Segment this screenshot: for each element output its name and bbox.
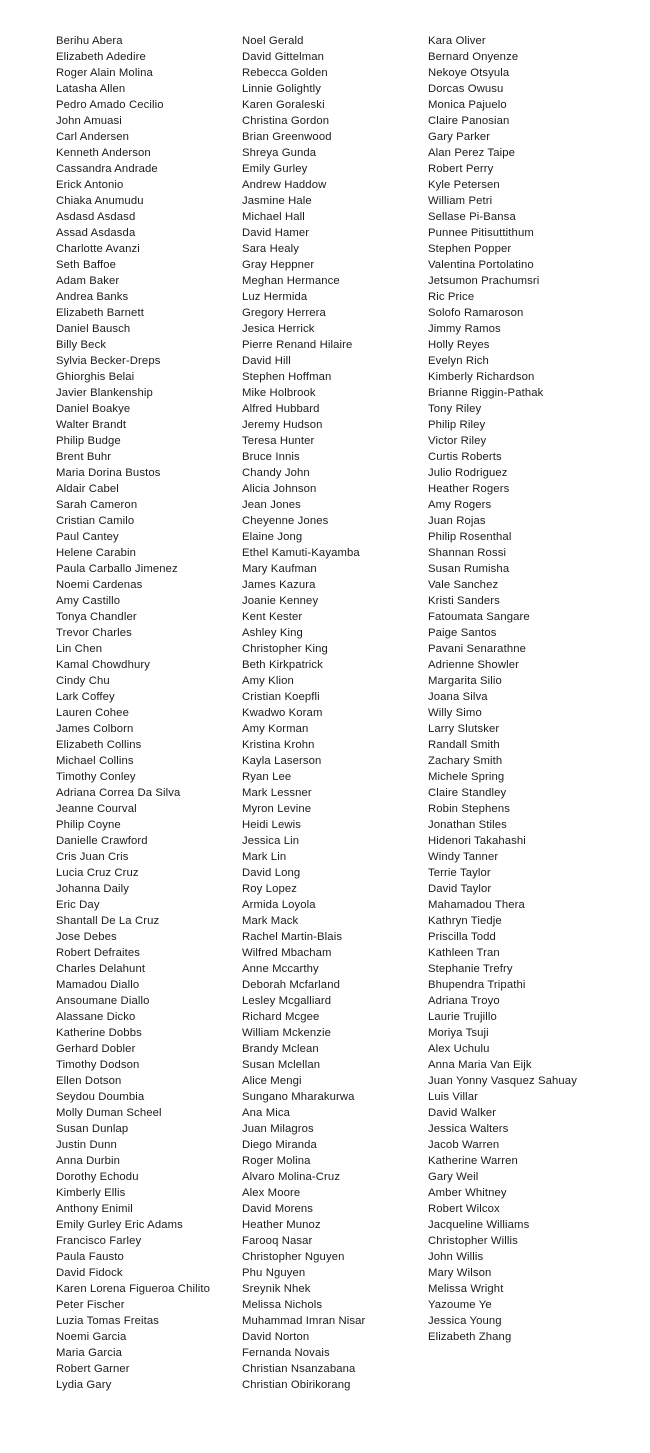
list-item: Bernard Onyenze: [428, 51, 519, 63]
list-item: Valentina Portolatino: [428, 259, 534, 271]
list-item: Mark Lessner: [242, 787, 312, 799]
list-item: Muhammad Imran Nisar: [242, 1315, 366, 1327]
list-item: Elizabeth Collins: [56, 739, 142, 751]
list-item: David Norton: [242, 1331, 310, 1343]
list-item: Julio Rodriguez: [428, 467, 508, 479]
list-item: Christopher Nguyen: [242, 1251, 345, 1263]
list-item: Walter Brandt: [56, 419, 127, 431]
list-item: Jimmy Ramos: [428, 323, 501, 335]
list-item: Wilfred Mbacham: [242, 947, 332, 959]
list-item: James Kazura: [242, 579, 316, 591]
list-item: Adrienne Showler: [428, 659, 519, 671]
list-item: William Mckenzie: [242, 1027, 332, 1039]
list-item: Ric Price: [428, 291, 475, 303]
list-item: Emily Gurley Eric Adams: [56, 1219, 183, 1231]
list-item: Brent Buhr: [56, 451, 112, 463]
list-item: Susan Mclellan: [242, 1059, 321, 1071]
list-item: Curtis Roberts: [428, 451, 502, 463]
list-item: Johanna Daily: [56, 883, 130, 895]
list-item: Tony Riley: [428, 403, 482, 415]
list-item: Cristian Camilo: [56, 515, 135, 527]
list-item: Lydia Gary: [56, 1379, 112, 1391]
list-item: Sreynik Nhek: [242, 1283, 311, 1295]
list-item: Dorothy Echodu: [56, 1171, 139, 1183]
list-item: Richard Mcgee: [242, 1011, 320, 1023]
list-item: Jeremy Hudson: [242, 419, 323, 431]
list-item: Jetsumon Prachumsri: [428, 275, 540, 287]
list-item: Daniel Bausch: [56, 323, 131, 335]
list-item: Chiaka Anumudu: [56, 195, 144, 207]
list-item: Deborah Mcfarland: [242, 979, 340, 991]
list-item: Ellen Dotson: [56, 1075, 122, 1087]
list-item: Ryan Lee: [242, 771, 292, 783]
list-item: Fatoumata Sangare: [428, 611, 530, 623]
list-item: Alice Mengi: [242, 1075, 302, 1087]
list-item: Rachel Martin-Blais: [242, 931, 343, 943]
list-item: Heidi Lewis: [242, 819, 302, 831]
list-item: Shantall De La Cruz: [56, 915, 160, 927]
list-item: Cris Juan Cris: [56, 851, 129, 863]
list-item: Cheyenne Jones: [242, 515, 329, 527]
list-item: Stephanie Trefry: [428, 963, 513, 975]
list-item: Sarah Cameron: [56, 499, 138, 511]
list-item: Kimberly Ellis: [56, 1187, 126, 1199]
list-item: Kristina Krohn: [242, 739, 315, 751]
list-item: Kathryn Tiedje: [428, 915, 502, 927]
list-item: Mamadou Diallo: [56, 979, 140, 991]
list-item: Andrea Banks: [56, 291, 129, 303]
list-item: Amy Korman: [242, 723, 309, 735]
list-item: Timothy Dodson: [56, 1059, 140, 1071]
list-item: Priscilla Todd: [428, 931, 496, 943]
list-item: Christina Gordon: [242, 115, 330, 127]
list-item: Jasmine Hale: [242, 195, 312, 207]
list-item: Hidenori Takahashi: [428, 835, 526, 847]
list-item: Adriana Troyo: [428, 995, 500, 1007]
list-item: Shreya Gunda: [242, 147, 317, 159]
list-item: Melissa Nichols: [242, 1299, 323, 1311]
list-item: Robert Perry: [428, 163, 494, 175]
list-item: Brandy Mclean: [242, 1043, 319, 1055]
list-item: Juan Milagros: [242, 1123, 314, 1135]
name-list-1: [56, 33, 242, 1393]
list-item: Peter Fischer: [56, 1299, 125, 1311]
list-item: Seth Baffoe: [56, 259, 117, 271]
list-item: Philip Riley: [428, 419, 486, 431]
list-item: Fernanda Novais: [242, 1347, 330, 1359]
list-item: Jean Jones: [242, 499, 301, 511]
list-item: Robert Garner: [56, 1363, 130, 1375]
list-item: John Amuasi: [56, 115, 122, 127]
list-item: Heather Rogers: [428, 483, 510, 495]
list-item: Jesica Herrick: [242, 323, 315, 335]
list-item: Kamal Chowdhury: [56, 659, 150, 671]
list-item: Alicia Johnson: [242, 483, 317, 495]
list-item: Juan Rojas: [428, 515, 486, 527]
list-item: Alvaro Molina-Cruz: [242, 1171, 341, 1183]
list-item: Linnie Golightly: [242, 83, 322, 95]
list-item: Larry Slutsker: [428, 723, 500, 735]
list-item: Aldair Cabel: [56, 483, 119, 495]
list-item: Sara Healy: [242, 243, 300, 255]
list-item: Jessica Walters: [428, 1123, 509, 1135]
list-item: Daniel Boakye: [56, 403, 131, 415]
list-item: Latasha Allen: [56, 83, 126, 95]
list-item: David Gittelman: [242, 51, 325, 63]
list-item: Kara Oliver: [428, 35, 486, 47]
list-item: Philip Rosenthal: [428, 531, 512, 543]
list-item: Amber Whitney: [428, 1187, 507, 1199]
list-item: Alex Moore: [242, 1187, 301, 1199]
list-item: John Willis: [428, 1251, 484, 1263]
list-item: Alex Uchulu: [428, 1043, 490, 1055]
list-item: James Colborn: [56, 723, 134, 735]
list-item: Kyle Petersen: [428, 179, 500, 191]
list-item: Francisco Farley: [56, 1235, 142, 1247]
list-item: Solofo Ramaroson: [428, 307, 524, 319]
list-item: Windy Tanner: [428, 851, 499, 863]
list-item: Punnee Pitisuttithum: [428, 227, 534, 239]
list-item: Christopher Willis: [428, 1235, 518, 1247]
list-item: Assad Asdasda: [56, 227, 136, 239]
list-item: Luzia Tomas Freitas: [56, 1315, 160, 1327]
list-item: Lesley Mcgalliard: [242, 995, 332, 1007]
list-item: Gregory Herrera: [242, 307, 326, 319]
list-item: Farooq Nasar: [242, 1235, 313, 1247]
list-item: Kent Kester: [242, 611, 303, 623]
list-item: Jacob Warren: [428, 1139, 500, 1151]
list-item: Michael Hall: [242, 211, 305, 223]
list-item: Charles Delahunt: [56, 963, 146, 975]
list-item: Margarita Silio: [428, 675, 502, 687]
list-item: Elizabeth Adedire: [56, 51, 146, 63]
list-item: Meghan Hermance: [242, 275, 340, 287]
list-item: Diego Miranda: [242, 1139, 317, 1151]
list-item: Amy Klion: [242, 675, 294, 687]
list-item: Holly Reyes: [428, 339, 490, 351]
list-item: Bruce Innis: [242, 451, 300, 463]
list-item: Mary Wilson: [428, 1267, 492, 1279]
list-item: Beth Kirkpatrick: [242, 659, 323, 671]
list-item: Danielle Crawford: [56, 835, 148, 847]
list-item: David Walker: [428, 1107, 497, 1119]
list-item: Paul Cantey: [56, 531, 119, 543]
list-item: Paula Carballo Jimenez: [56, 563, 178, 575]
list-item: Pierre Renand Hilaire: [242, 339, 353, 351]
list-item: Roger Alain Molina: [56, 67, 153, 79]
list-item: Adam Baker: [56, 275, 120, 287]
list-item: Jose Debes: [56, 931, 117, 943]
list-item: Eric Day: [56, 899, 100, 911]
list-item: Amy Castillo: [56, 595, 121, 607]
list-item: Elizabeth Zhang: [428, 1331, 512, 1343]
list-item: Kayla Laserson: [242, 755, 322, 767]
list-item: Lauren Cohee: [56, 707, 129, 719]
list-item: Robert Wilcox: [428, 1203, 500, 1215]
list-item: Robert Defraites: [56, 947, 141, 959]
list-item: Carl Andersen: [56, 131, 130, 143]
list-item: Sungano Mharakurwa: [242, 1091, 355, 1103]
list-item: Anthony Enimil: [56, 1203, 133, 1215]
list-item: Amy Rogers: [428, 499, 492, 511]
list-item: Moriya Tsuji: [428, 1027, 489, 1039]
list-item: Terrie Taylor: [428, 867, 491, 879]
list-item: Stephen Popper: [428, 243, 512, 255]
list-item: Noel Gerald: [242, 35, 304, 47]
list-item: Evelyn Rich: [428, 355, 489, 367]
list-item: Cassandra Andrade: [56, 163, 158, 175]
list-item: Phu Nguyen: [242, 1267, 306, 1279]
list-item: Noemi Cardenas: [56, 579, 143, 591]
list-item: Mary Kaufman: [242, 563, 317, 575]
list-item: Rebecca Golden: [242, 67, 328, 79]
list-item: Brian Greenwood: [242, 131, 332, 143]
list-item: Helene Carabin: [56, 547, 137, 559]
list-item: Kathleen Tran: [428, 947, 500, 959]
list-item: Joana Silva: [428, 691, 488, 703]
list-item: William Petri: [428, 195, 493, 207]
list-item: Charlotte Avanzi: [56, 243, 140, 255]
list-item: Gray Heppner: [242, 259, 315, 271]
list-item: Elaine Jong: [242, 531, 303, 543]
list-item: David Hill: [242, 355, 291, 367]
list-item: Dorcas Owusu: [428, 83, 504, 95]
list-item: Brianne Riggin-Pathak: [428, 387, 544, 399]
list-item: Christopher King: [242, 643, 328, 655]
name-list-3: [428, 33, 638, 1345]
list-item: Armida Loyola: [242, 899, 316, 911]
list-item: Berihu Abera: [56, 35, 123, 47]
list-item: Timothy Conley: [56, 771, 136, 783]
list-item: David Hamer: [242, 227, 310, 239]
list-item: Sylvia Becker-Dreps: [56, 355, 161, 367]
list-item: Jessica Young: [428, 1315, 502, 1327]
list-item: Bhupendra Tripathi: [428, 979, 526, 991]
list-item: Javier Blankenship: [56, 387, 153, 399]
list-item: Paige Santos: [428, 627, 497, 639]
list-item: Christian Nsanzabana: [242, 1363, 356, 1375]
name-column-1: [18, 33, 242, 1393]
list-item: Pavani Senarathne: [428, 643, 527, 655]
name-column-2: [242, 33, 428, 1393]
list-item: David Morens: [242, 1203, 314, 1215]
list-item: Roy Lopez: [242, 883, 298, 895]
list-item: Katherine Warren: [428, 1155, 518, 1167]
list-item: Philip Coyne: [56, 819, 121, 831]
list-item: Gary Parker: [428, 131, 491, 143]
list-item: Randall Smith: [428, 739, 500, 751]
list-item: Maria Garcia: [56, 1347, 123, 1359]
list-item: Heather Munoz: [242, 1219, 321, 1231]
list-item: Jeanne Courval: [56, 803, 137, 815]
list-item: Elizabeth Barnett: [56, 307, 144, 319]
list-item: Laurie Trujillo: [428, 1011, 497, 1023]
list-item: Mark Lin: [242, 851, 287, 863]
list-item: Karen Lorena Figueroa Chilito: [56, 1283, 210, 1295]
list-item: Lin Chen: [56, 643, 103, 655]
list-item: Emily Gurley: [242, 163, 308, 175]
name-list-2: [242, 33, 428, 1393]
list-item: Paula Fausto: [56, 1251, 124, 1263]
list-item: Jacqueline Williams: [428, 1219, 530, 1231]
list-item: Roger Molina: [242, 1155, 311, 1167]
list-item: Kwadwo Koram: [242, 707, 323, 719]
list-item: Monica Pajuelo: [428, 99, 507, 111]
name-columns-container: [18, 33, 632, 1393]
list-item: Teresa Hunter: [242, 435, 315, 447]
list-item: Joanie Kenney: [242, 595, 319, 607]
list-item: Willy Simo: [428, 707, 482, 719]
list-item: Yazoume Ye: [428, 1299, 492, 1311]
list-item: Anna Durbin: [56, 1155, 121, 1167]
list-item: Molly Duman Scheel: [56, 1107, 162, 1119]
list-item: Sellase Pi-Bansa: [428, 211, 516, 223]
list-item: Kimberly Richardson: [428, 371, 535, 383]
list-item: Christian Obirikorang: [242, 1379, 351, 1391]
list-item: Stephen Hoffman: [242, 371, 332, 383]
list-item: Ansoumane Diallo: [56, 995, 150, 1007]
list-item: Seydou Doumbia: [56, 1091, 145, 1103]
list-item: Ghiorghis Belai: [56, 371, 135, 383]
list-item: Lucia Cruz Cruz: [56, 867, 139, 879]
list-item: Cindy Chu: [56, 675, 110, 687]
list-item: Alfred Hubbard: [242, 403, 320, 415]
list-item: Mahamadou Thera: [428, 899, 525, 911]
list-item: Lark Coffey: [56, 691, 115, 703]
list-item: Myron Levine: [242, 803, 312, 815]
list-item: Mark Mack: [242, 915, 299, 927]
list-item: Justin Dunn: [56, 1139, 117, 1151]
list-item: Anna Maria Van Eijk: [428, 1059, 532, 1071]
list-item: Susan Dunlap: [56, 1123, 129, 1135]
list-item: Vale Sanchez: [428, 579, 499, 591]
list-item: Shannan Rossi: [428, 547, 507, 559]
list-item: Susan Rumisha: [428, 563, 510, 575]
list-item: Ethel Kamuti-Kayamba: [242, 547, 360, 559]
list-item: Jessica Lin: [242, 835, 300, 847]
list-item: Melissa Wright: [428, 1283, 504, 1295]
list-item: Philip Budge: [56, 435, 121, 447]
list-item: Erick Antonio: [56, 179, 124, 191]
list-item: Claire Panosian: [428, 115, 510, 127]
list-item: Gary Weil: [428, 1171, 479, 1183]
list-item: Noemi Garcia: [56, 1331, 127, 1343]
list-item: Claire Standley: [428, 787, 507, 799]
list-item: Ana Mica: [242, 1107, 290, 1119]
list-item: Adriana Correa Da Silva: [56, 787, 181, 799]
list-item: Asdasd Asdasd: [56, 211, 136, 223]
list-item: Kristi Sanders: [428, 595, 500, 607]
list-item: Gerhard Dobler: [56, 1043, 136, 1055]
list-item: Cristian Koepfli: [242, 691, 320, 703]
list-item: Anne Mccarthy: [242, 963, 319, 975]
list-item: Alan Perez Taipe: [428, 147, 516, 159]
list-item: Juan Yonny Vasquez Sahuay: [428, 1075, 577, 1087]
list-item: Maria Dorina Bustos: [56, 467, 161, 479]
list-item: Victor Riley: [428, 435, 487, 447]
list-item: Ashley King: [242, 627, 303, 639]
list-item: Luz Hermida: [242, 291, 308, 303]
list-item: Trevor Charles: [56, 627, 132, 639]
list-item: Billy Beck: [56, 339, 107, 351]
list-item: Michael Collins: [56, 755, 134, 767]
list-item: Pedro Amado Cecilio: [56, 99, 164, 111]
list-item: Luis Villar: [428, 1091, 479, 1103]
list-item: Karen Goraleski: [242, 99, 325, 111]
list-item: Katherine Dobbs: [56, 1027, 142, 1039]
list-item: Jonathan Stiles: [428, 819, 507, 831]
list-item: Nekoye Otsyula: [428, 67, 510, 79]
list-item: Kenneth Anderson: [56, 147, 151, 159]
list-item: Chandy John: [242, 467, 310, 479]
list-item: Alassane Dicko: [56, 1011, 136, 1023]
name-column-3: [428, 33, 638, 1345]
list-item: Michele Spring: [428, 771, 505, 783]
list-item: David Fidock: [56, 1267, 123, 1279]
list-item: Mike Holbrook: [242, 387, 316, 399]
list-item: David Long: [242, 867, 301, 879]
list-item: Tonya Chandler: [56, 611, 137, 623]
list-item: Zachary Smith: [428, 755, 503, 767]
list-item: Andrew Haddow: [242, 179, 327, 191]
list-item: David Taylor: [428, 883, 492, 895]
list-item: Robin Stephens: [428, 803, 510, 815]
